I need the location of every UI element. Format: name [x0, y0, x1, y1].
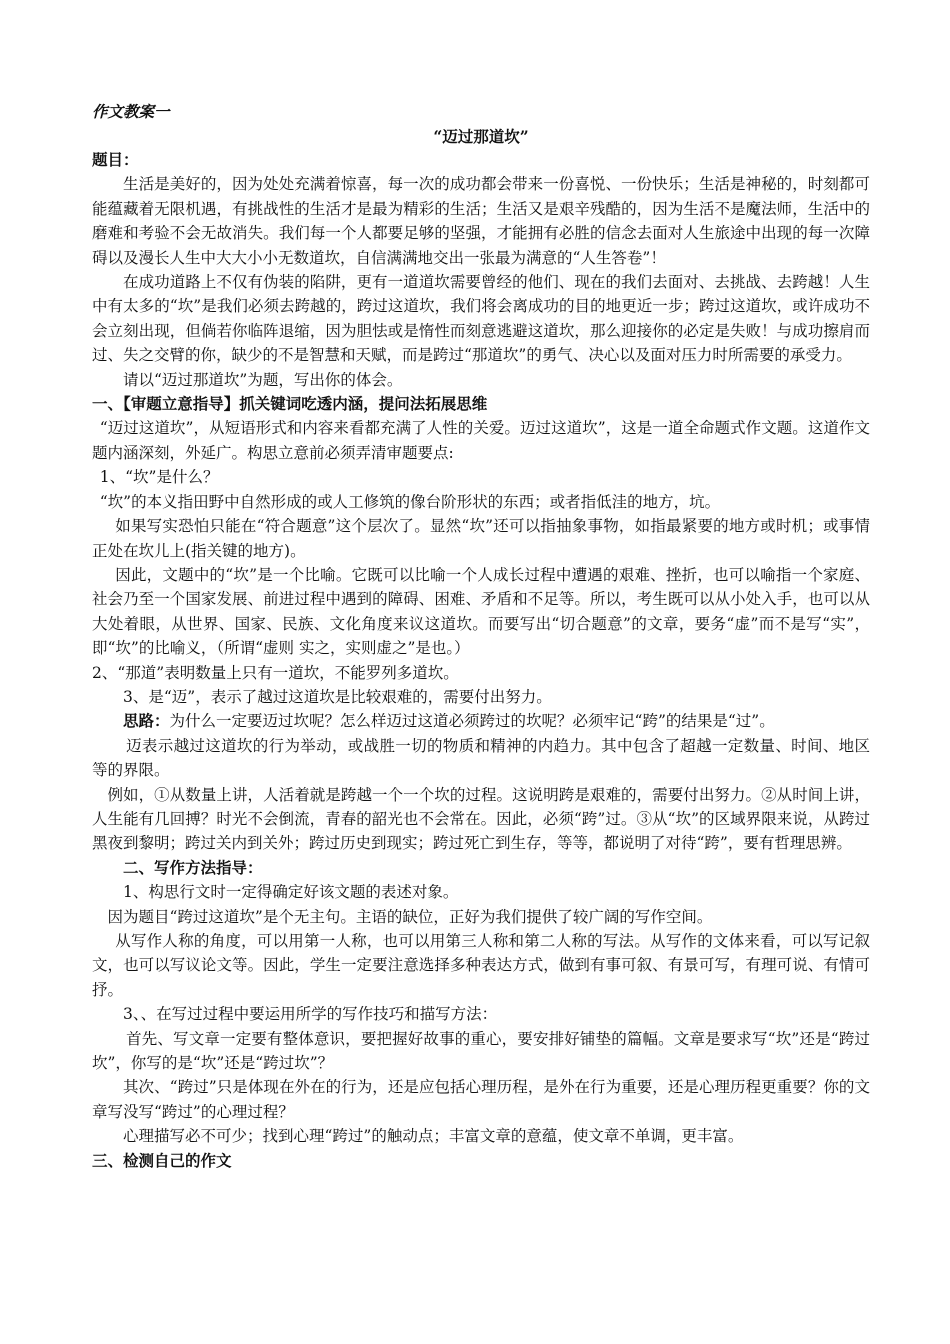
section-3-heading: 三、检测自己的作文: [92, 1150, 232, 1170]
section-1-paragraph-6: 例如，①从数量上讲，人活着就是跨越一个一个坎的过程。这说明跨是艰难的，需要付出努力。②从时间上讲，人生能有几回搏？时光不会倒流，青春的韶光也不会常在。因此，必须“跨”过。③从“坎”的区域界限来说，从跨过黑夜到黎明；跨过关内到关外；跨过历史到现实；跨过死亡到生存，等等，都说明了对待“跨”，要有哲理思辨。: [92, 785, 870, 853]
section-2-heading: 二、写作方法指导：: [123, 857, 263, 877]
section-2-paragraph-2: 从写作人称的角度，可以用第一人称，也可以用第三人称和第二人称的写法。从写作的文体来看，可以写记叙文，也可以写议论文等。因此，学生一定要注意选择多种表达方式，做到有事可叙、有景可写，有理可说、有情可抒。: [92, 932, 870, 999]
document-title: “迈过那道坎”: [433, 127, 529, 146]
section-1-paragraph-4: 因此，文题中的“坎”是一个比喻。它既可以比喻一个人成长过程中遭遇的艰难、挫折，也可以喻指一个家庭、社会乃至一个国家发展、前进过程中遇到的障碍、困难、矛盾和不足等。所以，考生既可以从小处入手，也可以从大处着眼，从世界、国家、民族、文化角度来议这道坎。而要写出“切合题意”的文章，要务“虚”而不是写“实”，即“坎”的比喻义，（所谓“虚则 实之，实则虚之”是也。）: [92, 565, 870, 658]
section-2-paragraph-4: 其次、“跨过”只是体现在外在的行为，还是应包括心理历程，是外在行为重要，还是心理历程更重要？你的文章写没写“跨过”的心理过程？: [92, 1078, 870, 1121]
section-2-paragraph-3: 首先、写文章一定要有整体意识，要把握好故事的重心，要安排好铺垫的篇幅。文章是要求写“坎”还是“跨过坎”，你写的是“坎”还是“跨过坎”？: [92, 1029, 870, 1073]
section-1-idea-text: 为什么一定要迈过坎呢？怎么样迈过这道必须跨过的坎呢？必须牢记“跨”的结果是“过”。: [169, 712, 775, 731]
section-1-paragraph-3: 如果写实恐怕只能在“符合题意”这个层次了。显然“坎”还可以指抽象事物，如指最紧要的地方或时机；或事情正处在坎儿上(指关键的地方)。: [92, 517, 870, 560]
section-1-idea-label: 思路：: [123, 711, 170, 731]
document-label: 作文教案一: [92, 102, 170, 121]
section-2-paragraph-1: 因为题目“跨过这道坎”是个无主句。主语的缺位，正好为我们提供了较广阔的写作空间。: [107, 907, 713, 926]
topic-paragraph-2: 在成功道路上不仅有伪装的陷阱，更有一道道坎需要曾经的他们、现在的我们去面对、去挑战、去跨越！人生中有太多的“坎”是我们必须去跨越的，跨过这道坎，我们将会离成功的目的地更近一步；跨过这道坎，或许成功不会立刻出现，但倘若你临阵退缩，因为胆怯或是惰性而刻意逃避这道坎，那么迎接你的必定是失败！与成功擦肩而过、失之交臂的你，缺少的不是智慧和天赋，而是跨过“那道坎”的勇气、决心以及面对压力时所需要的承受力。: [92, 273, 870, 365]
section-2-question-1: 1、构思行文时一定得确定好该文题的表述对象。: [123, 883, 459, 902]
topic-heading: 题目：: [92, 150, 139, 169]
section-1-question-1: 1、“坎”是什么？: [99, 468, 219, 487]
section-2-question-3: 3、、在写过过程中要运用所学的写作技巧和描写方法：: [123, 1005, 498, 1024]
section-1-paragraph-5: 迈表示越过这道坎的行为举动，或战胜一切的物质和精神的内趋力。其中包含了超越一定数量、时间、地区等的界限。: [92, 736, 870, 780]
topic-paragraph-3: 请以“迈过那道坎”为题，写出你的体会。: [123, 370, 403, 389]
section-1-paragraph-2: “坎”的本义指田野中自然形成的或人工修筑的像台阶形状的东西；或者指低洼的地方，坑。: [99, 492, 721, 511]
section-1-question-2: 2、“那道”表明数量上只有一道坎，不能罗列多道坎。: [92, 663, 459, 682]
section-1-question-3: 3、是“迈”，表示了越过这道坎是比较艰难的，需要付出努力。: [123, 687, 552, 706]
section-1-paragraph-1: “迈过这道坎”，从短语形式和内容来看都充满了人性的关爱。迈过这道坎”，这是一道全命题式作文题。这道作文题内涵深刻，外延广。构思立意前必须弄清审题要点:: [92, 419, 870, 462]
topic-paragraph-1: 生活是美好的，因为处处充满着惊喜，每一次的成功都会带来一份喜悦、一份快乐；生活是神秘的，时刻都可能蕴藏着无限机遇，有挑战性的生活才是最为精彩的生活；生活又是艰辛残酷的，因为生活不是魔法师，生活中的磨难和考验不会无故消失。我们每一个人都要足够的坚强，才能拥有必胜的信念去面对人生旅途中出现的每一次障碍以及漫长人生中大大小小无数道坎，自信满满地交出一张最为满意的“人生答卷”！: [92, 175, 870, 267]
section-1-idea: [92, 709, 870, 733]
section-2-paragraph-5: 心理描写必不可少；找到心理“跨过”的触动点；丰富文章的意蕴，使文章不单调，更丰富。: [123, 1127, 744, 1146]
section-1-heading: 一、【审题立意指导】抓关键词吃透内涵，提问法拓展思维: [92, 394, 488, 414]
